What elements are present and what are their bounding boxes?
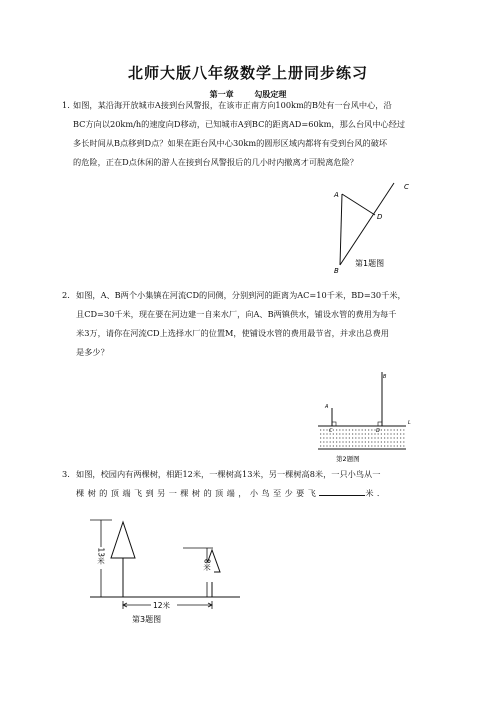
label-c: C bbox=[404, 183, 409, 191]
question-text bbox=[62, 96, 427, 172]
figure-2 bbox=[310, 366, 420, 466]
text-segment: 米． bbox=[365, 488, 389, 498]
distance-label: 12米 bbox=[153, 601, 171, 610]
text-line: 如图，某沿海开放城市A接到台风警报，在该市正南方向100km的B处有一台风中心，沿 bbox=[73, 100, 392, 110]
text-line: BC方向以20km/h的速度向D移动，已知城市A到BC的距离AD=60km，那么台风中心经过 bbox=[73, 119, 406, 129]
figure-3 bbox=[86, 515, 246, 627]
label-a: A bbox=[325, 404, 329, 410]
question-2 bbox=[62, 286, 431, 362]
label-d: D bbox=[376, 428, 380, 434]
answer-blank[interactable] bbox=[319, 487, 365, 496]
question-1 bbox=[62, 96, 427, 172]
text-line: 如图，A、B两个小集镇在河流CD的同侧，分别到河的距离为AC=10千米，BD=30千米， bbox=[76, 290, 406, 300]
figure-caption: 第2题图 bbox=[336, 455, 360, 463]
figure-caption: 第1题图 bbox=[355, 259, 385, 268]
text-segment: 棵树的顶端飞到另一棵树的顶端，小鸟至少要飞 bbox=[76, 488, 320, 498]
chapter-heading: 第一章 勾股定理 bbox=[209, 90, 287, 99]
label-d: D bbox=[377, 213, 383, 221]
question-3 bbox=[62, 465, 431, 503]
question-number: 1. bbox=[62, 100, 70, 110]
height-label-tall: 13米 bbox=[96, 547, 106, 565]
figure-1 bbox=[320, 178, 430, 278]
label-a: A bbox=[334, 191, 339, 199]
label-b: B bbox=[383, 374, 387, 380]
text-line: 多长时间从B点移到D点？如果在距台风中心30km的圆形区域内都将有受到台风的破坏 bbox=[73, 138, 388, 148]
question-number: 2. bbox=[62, 290, 70, 300]
text-line: 的危险，正在D点休闲的游人在接到台风警报后的几小时内撤离才可脱离危险？ bbox=[73, 157, 358, 167]
text-line: 如图，校园内有两棵树，相距12米，一棵树高13米，另一棵树高8米，一只小鸟从一 bbox=[76, 469, 381, 479]
text-line: 是多少？ bbox=[76, 347, 109, 357]
text-line: 且CD=30千米，现在要在河边建一自来水厂，向A、B两镇供水，铺设水管的费用为每千 bbox=[76, 309, 397, 319]
text-line: 米3万，请你在河流CD上选择水厂的位置M，使铺设水管的费用最节省，并求出总费用 bbox=[76, 328, 389, 338]
question-number: 3. bbox=[62, 469, 70, 479]
label-l: L bbox=[408, 420, 411, 426]
page-title: 北师大版八年级数学上册同步练习 bbox=[127, 64, 368, 82]
label-b: B bbox=[334, 267, 339, 275]
label-c: C bbox=[329, 428, 333, 434]
text-line bbox=[76, 484, 431, 503]
height-label-short: 8米 bbox=[202, 558, 212, 572]
figure-caption: 第3题图 bbox=[132, 615, 162, 624]
